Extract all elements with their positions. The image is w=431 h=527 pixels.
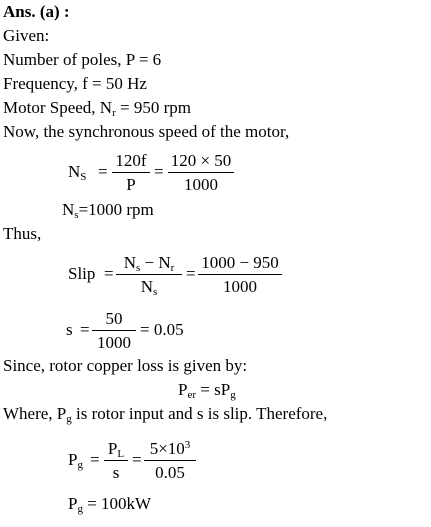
pg-equals-2: = bbox=[132, 450, 142, 469]
poles-line: Number of poles, P = 6 bbox=[3, 50, 162, 69]
pg-equals-1: = bbox=[90, 450, 100, 469]
s-fraction: 50 1000 bbox=[92, 309, 136, 353]
pg-fraction-1: $P_L$ s bbox=[104, 439, 128, 483]
s-lhs: s bbox=[66, 320, 73, 339]
frequency-line: Frequency, f = 50 Hz bbox=[3, 74, 147, 93]
speed-line: Motor Speed, $N_r = 950$ rpm bbox=[3, 98, 191, 119]
s-equals-1: = bbox=[80, 320, 90, 339]
pg-fraction-2: $5\times 10^3$ 0.05 bbox=[144, 439, 196, 483]
slip-equals-2: = bbox=[186, 264, 196, 283]
slip-fraction-1: $N_s - N_r$ $N_s$ bbox=[116, 253, 182, 297]
eq1-equals-1: = bbox=[98, 162, 108, 181]
ns-result: $N_s=1000$ rpm bbox=[62, 200, 154, 221]
pg-result: $P_g = 100kW$ bbox=[68, 494, 152, 515]
given-label: Given: bbox=[3, 26, 50, 45]
rotor-loss-intro: Since, rotor copper loss is given by: bbox=[3, 356, 248, 375]
eq1-fraction-2: 120 × 50 1000 bbox=[168, 151, 234, 195]
s-result: = 0.05 bbox=[140, 320, 184, 339]
pg-lhs: $P_g$ bbox=[68, 450, 83, 471]
eq1-fraction-1: 120f P bbox=[112, 151, 150, 195]
per-equation: $P_{er} = sP_g$ bbox=[178, 380, 236, 401]
where-line: Where, $P_g$ is rotor input and s is slip. Therefore, bbox=[3, 404, 328, 425]
answer-heading: Ans. (a) : bbox=[3, 2, 70, 21]
slip-fraction-2: 1000 − 950 1000 bbox=[198, 253, 282, 297]
eq1-equals-2: = bbox=[154, 162, 164, 181]
slip-lhs: Slip bbox=[68, 264, 96, 283]
sync-intro: Now, the synchronous speed of the motor, bbox=[3, 122, 290, 141]
slip-equals-1: = bbox=[104, 264, 114, 283]
thus-label: Thus, bbox=[3, 224, 42, 243]
eq1-lhs: $N_S$ bbox=[68, 162, 87, 183]
